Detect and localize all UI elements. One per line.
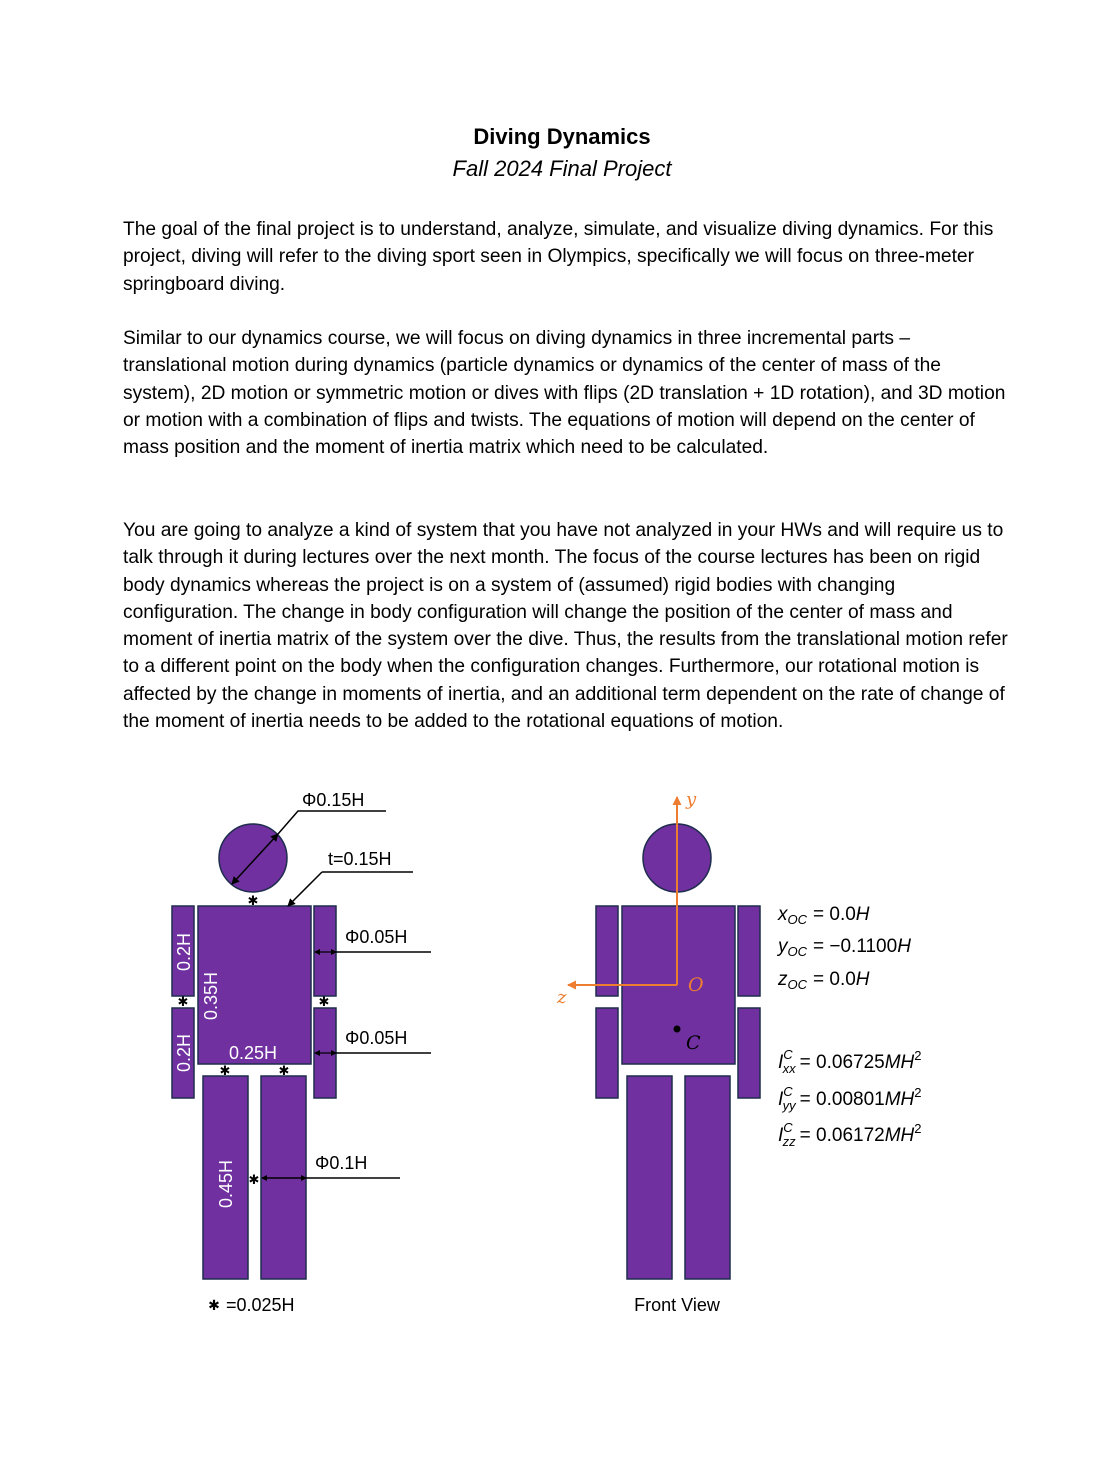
equations <box>776 904 922 1149</box>
eq-i-yy: $I^C$ yy = $0.00801MH^2$ <box>778 1084 922 1113</box>
center-of-mass-dot <box>674 1026 681 1033</box>
eq-y-oc: $y_{OC} = -0.1100H$ <box>778 936 911 959</box>
svg-text:✱: ✱ <box>177 994 189 1009</box>
eq-i-xx: $I^C$ xx = $0.06725MH^2$ <box>778 1047 922 1076</box>
origin-label: O <box>688 974 704 996</box>
head-diameter-leader <box>278 811 386 834</box>
paragraph: Similar to our dynamics course, we will focus on diving dynamics in three incremental parts – translational motion during dynamics (particle dynamics or dynamics of the center of mass of the system), 2D motion or symmetric motion or dives with flips (2D translation + 1D rotation), and 3D motion or motion with a combination of flips and twists. The equations of motion will depend on the center of mass position and the moment of inertia matrix which need to be calculated. <box>123 328 1006 459</box>
right-leg <box>685 1076 730 1279</box>
torso-thickness-arrow <box>288 872 322 906</box>
figure-caption: Front View <box>634 1295 720 1315</box>
svg-text:✱: ✱ <box>247 893 259 908</box>
page-subtitle: Fall 2024 Final Project <box>452 156 672 181</box>
svg-text:✱: ✱ <box>278 1063 290 1078</box>
gap-legend-label: =0.025H <box>226 1295 295 1315</box>
leg-length-label: 0.45H <box>216 1159 236 1209</box>
paragraph: The goal of the final project is to understand, analyze, simulate, and visualize diving dynamics. For this project, diving will refer to the diving sport seen in Olympics, specifically we will focus on three-meter springboard diving. <box>123 219 994 295</box>
right-upper-arm <box>738 906 760 996</box>
eq-i-zz: $I^C$ zz = $0.06172MH^2$ <box>778 1120 922 1149</box>
left-upper-arm <box>596 906 618 996</box>
eq-x-oc: $x_{OC} = 0.0H$ <box>778 904 870 927</box>
upper-arm-diameter-label: Φ0.05H <box>345 927 408 947</box>
svg-text:✱: ✱ <box>318 994 330 1009</box>
center-of-mass-label: C <box>686 1032 701 1054</box>
torso-width-label: 0.25H <box>228 1043 278 1063</box>
z-axis-label: z <box>557 987 567 1008</box>
eq-z-oc: $z_{OC} = 0.0H$ <box>778 969 870 992</box>
head-diameter-label: Φ0.15H <box>302 790 365 810</box>
left-diagram <box>172 790 431 1315</box>
paragraph: You are going to analyze a kind of system that you have not analyzed in your HWs and will require us to talk through it during lectures over the next month. The focus of the course lectures has been on rigid body dynamics whereas the project is on a system of (assumed) rigid bodies with changing configuration. The change in body configuration will change the position of the center of mass and moment of inertia matrix of the system over the dive. Thus, the results from the translational motion refer to a different point on the body when the configuration changes. Furthermore, our rotational motion is affected by the change in moments of inertia, and an additional term dependent on the rate of change of the moment of inertia needs to be added to the rotational equations of motion. <box>123 520 1008 733</box>
right-diagram <box>556 789 922 1315</box>
upper-arm-length-label: 0.2H <box>174 932 194 972</box>
right-upper-arm <box>314 906 336 996</box>
leg-diameter-label: Φ0.1H <box>315 1153 368 1173</box>
svg-text:✱: ✱ <box>248 1172 260 1187</box>
lower-arm-diameter-label: Φ0.05H <box>345 1028 408 1048</box>
lower-arm-length-label: 0.2H <box>174 1033 194 1073</box>
page-title: Diving Dynamics <box>473 124 651 149</box>
torso-thickness-label: t=0.15H <box>328 849 392 869</box>
gap-legend-star: ✱ <box>208 1297 220 1313</box>
left-leg <box>627 1076 672 1279</box>
svg-text:✱: ✱ <box>219 1063 231 1078</box>
torso-height-label: 0.35H <box>201 971 221 1021</box>
y-axis-label: y <box>686 789 697 810</box>
right-lower-arm <box>738 1008 760 1098</box>
left-lower-arm <box>596 1008 618 1098</box>
